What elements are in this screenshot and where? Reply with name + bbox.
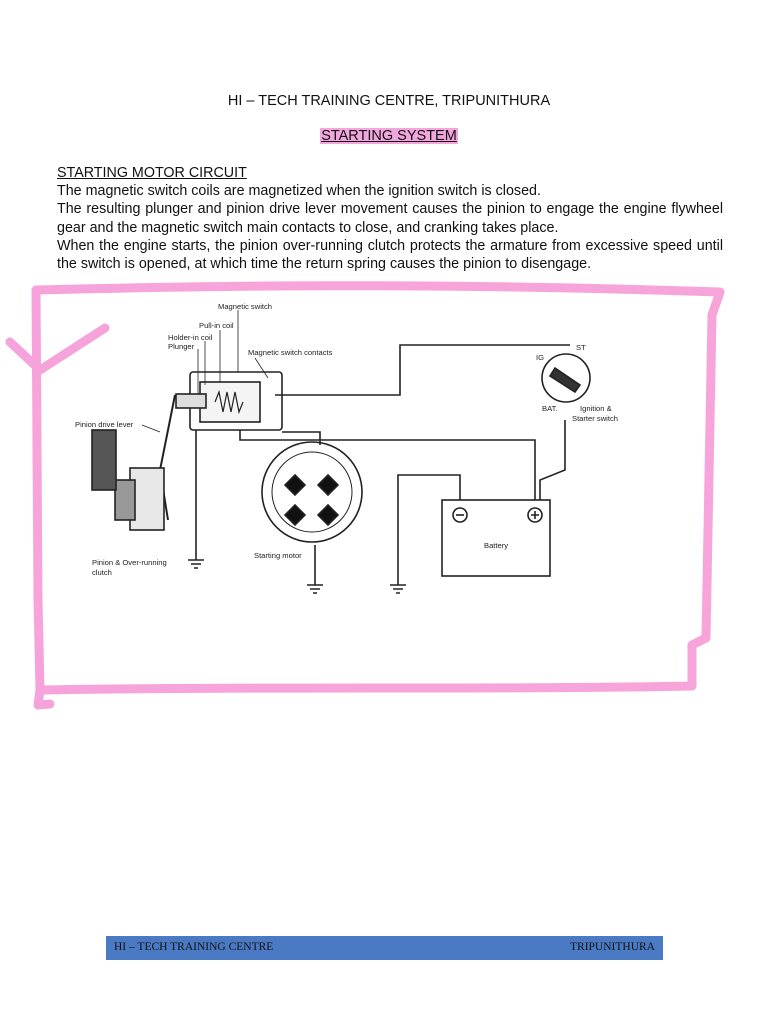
plunger [176,394,206,408]
paragraph-3: When the engine starts, the pinion over-running clutch protects the armature from excessive speed until the switch is opened, at which time the return spring causes the pinion to disengage. [57,237,723,273]
ground-symbol-battery [390,585,406,593]
annotation-tick [10,328,105,370]
wire-battery-to-switch [240,430,535,500]
ground-symbol-motor [307,585,323,593]
label-magnetic-switch: Magnetic switch [218,302,273,311]
label-pinion-drive-lever: Pinion drive lever [75,420,134,429]
battery-box [442,500,550,576]
page-header-title: HI – TECH TRAINING CENTRE, TRIPUNITHURA [227,93,551,109]
subheading: STARTING MOTOR CIRCUIT [57,165,247,181]
footer-left-text: HI – TECH TRAINING CENTRE [114,941,274,953]
label-pinion-clutch-2: clutch [92,568,112,577]
motor-brush-c [285,505,305,525]
pinion-gear [115,480,135,520]
label-pull-in-coil: Pull-in coil [199,321,234,330]
label-magnetic-switch-contacts: Magnetic switch contacts [248,348,333,357]
label-battery: Battery [484,541,509,550]
body-text [57,164,723,273]
motor-brush-d [318,505,338,525]
section-title [0,128,768,144]
starting-motor-housing [262,442,362,542]
flywheel-gear [92,430,116,490]
label-plunger: Plunger [168,342,195,351]
label-pinion-clutch-1: Pinion & Over-running [92,558,167,567]
label-starting-motor: Starting motor [254,551,302,560]
wire-battery-negative [398,475,460,585]
wire-ignition-bat [540,420,565,500]
ground-symbol-lever [188,560,204,568]
label-holding-in-coil: Holder-in coil [168,333,213,342]
footer-bar [106,936,663,960]
label-ignition-switch-1: Ignition & [580,404,612,413]
label-bat: BAT. [542,404,558,413]
ignition-switch-key [550,368,580,392]
label-ig: IG [536,353,545,362]
leader-contacts [255,358,268,378]
label-st: ST [576,343,586,352]
motor-brush-a [285,475,305,495]
battery-positive-sign [531,511,539,519]
label-ignition-switch-2: Starter switch [572,414,618,423]
starting-motor-circuit-diagram [0,270,768,720]
paragraph-1: The magnetic switch coils are magnetized when the ignition switch is closed. [57,183,541,200]
leader-pinion-lever [142,425,160,432]
motor-brush-b [318,475,338,495]
switch-coil-housing [200,382,260,422]
paragraph-2: The resulting plunger and pinion drive lever movement causes the pinion to engage the engine flywheel gear and the magnetic switch main contacts to close, and cranking takes place. [57,201,723,236]
starting-motor-inner [272,452,352,532]
footer-right-text: TRIPUNITHURA [570,941,655,953]
section-title-text: STARTING SYSTEM [321,128,457,144]
